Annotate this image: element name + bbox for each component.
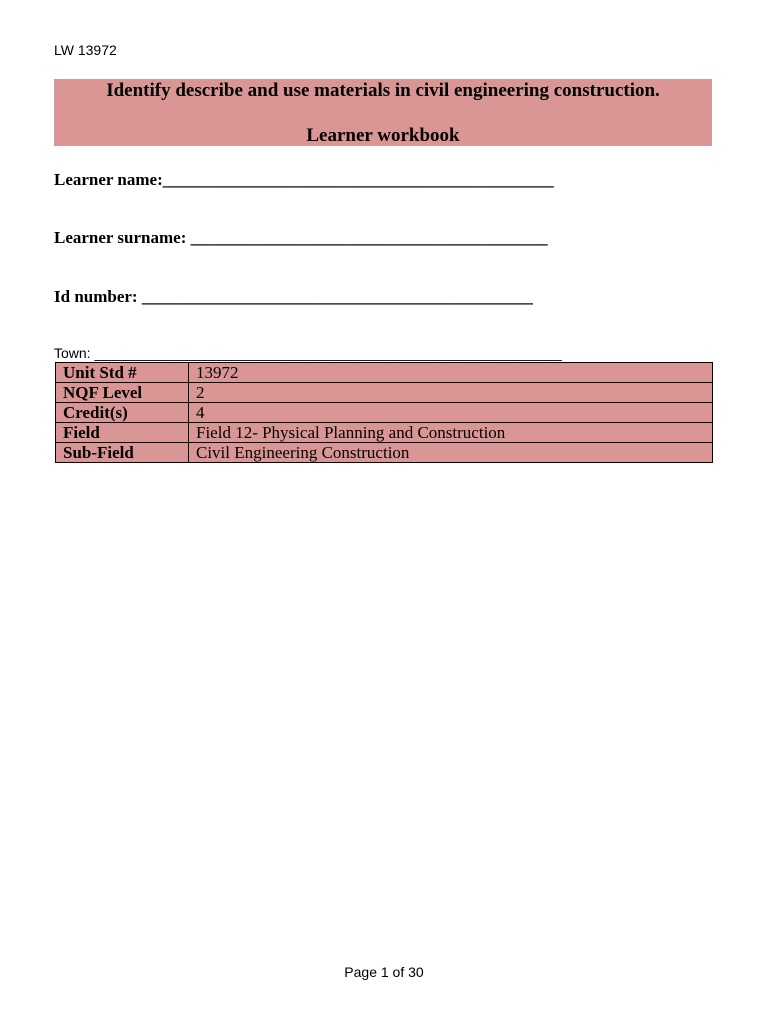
row-label: NQF Level bbox=[56, 383, 189, 403]
unit-info-table bbox=[55, 362, 713, 463]
learner-name-field: Learner name:______________________________________________ bbox=[54, 170, 554, 189]
document-title: Identify describe and use materials in civil engineering construction. bbox=[106, 80, 660, 101]
table-row bbox=[56, 363, 713, 383]
document-subtitle: Learner workbook bbox=[306, 125, 460, 146]
row-value: 4 bbox=[189, 403, 713, 423]
row-label: Sub-Field bbox=[56, 443, 189, 463]
table-row bbox=[56, 443, 713, 463]
title-banner bbox=[54, 79, 712, 146]
table-row bbox=[56, 423, 713, 443]
row-label: Unit Std # bbox=[56, 363, 189, 383]
row-label: Credit(s) bbox=[56, 403, 189, 423]
row-label: Field bbox=[56, 423, 189, 443]
town-field: Town: ____________________________________________________________ bbox=[54, 345, 562, 361]
id-number-field: Id number: ______________________________________________ bbox=[54, 287, 533, 306]
learner-surname-field: Learner surname: __________________________________________ bbox=[54, 228, 548, 247]
row-value: Civil Engineering Construction bbox=[189, 443, 713, 463]
table-row bbox=[56, 403, 713, 423]
table-row bbox=[56, 383, 713, 403]
row-value: 13972 bbox=[189, 363, 713, 383]
row-value: 2 bbox=[189, 383, 713, 403]
row-value: Field 12- Physical Planning and Construction bbox=[189, 423, 713, 443]
document-code: LW 13972 bbox=[54, 42, 117, 58]
page-number: Page 1 of 30 bbox=[344, 964, 424, 980]
